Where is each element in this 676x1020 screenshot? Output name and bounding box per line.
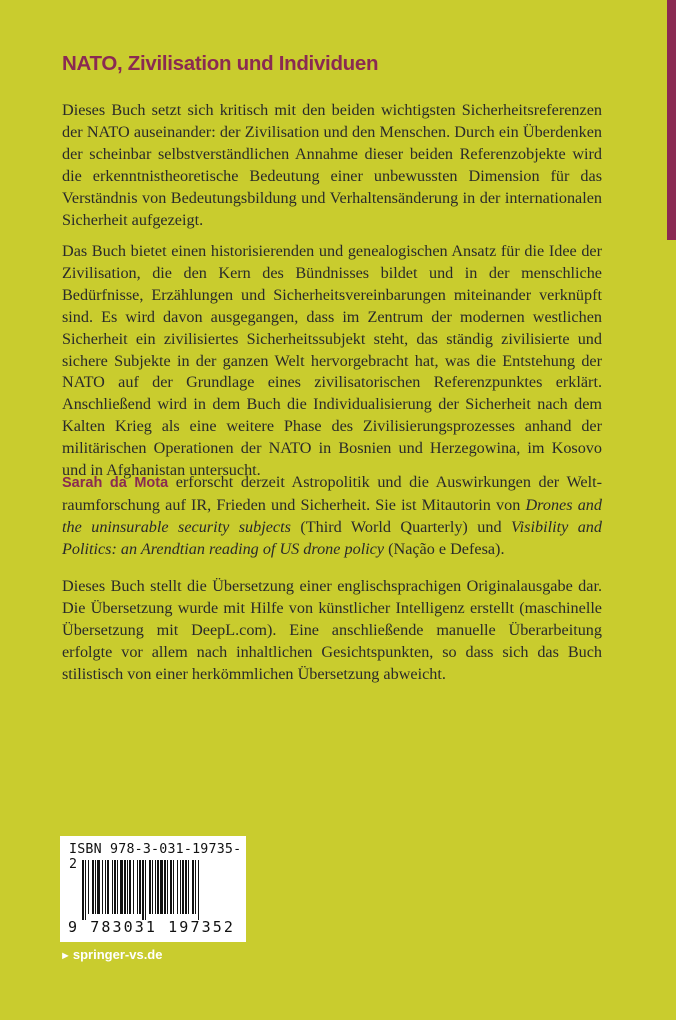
barcode-bar <box>155 860 156 914</box>
description-paragraph-2: Das Buch bietet einen historisierenden und genealogischen Ansatz für die Idee der Zivilisation, die den Kern des Bündnisses bildet und in der menschliche Bedürfnisse, Erzählungen und Sicherheitsvereinbarungen miteinander verknüpft sind. Es wird davon ausgegangen, dass im Zentrum der modernen westlichen Sicherheit ein zivilisiertes Sicherheitssubjekt steht, das ständig zivilisierte und sichere Subjekte in der ganzen Welt hervorgebracht hat, was die Entstehung der NATO auf der Grundlage eines zivilisatorischen Referenzpunktes erklärt. Anschließend wird in dem Buch die Individualisierung der Sicherheit nach dem Kalten Krieg als eine weitere Phase des Zivilisierungsprozesses anhand der militärischen Operationen der NATO in Bosnien und Herzegowina, im Kosovo und in Afghanistan untersucht. <box>62 242 602 480</box>
barcode-bar <box>180 860 181 914</box>
barcode-bar <box>92 860 94 914</box>
barcode-bar <box>114 860 116 914</box>
barcode-bar <box>152 860 153 914</box>
author-name: Sarah da Mota <box>62 475 169 491</box>
publisher-url[interactable] <box>60 947 162 962</box>
barcode-bar <box>149 860 151 914</box>
barcode-bar <box>157 860 159 914</box>
book-title: NATO, Zivilisation und Individuen <box>62 52 379 75</box>
barcode-bar <box>85 860 86 920</box>
barcode-bar <box>164 860 166 914</box>
spine-color-bar <box>667 0 676 240</box>
author-bio-text-3: (Nação e Defesa). <box>384 539 505 558</box>
barcode-bars <box>82 860 232 920</box>
barcode-bar <box>129 860 131 914</box>
translation-note: Dieses Buch stellt die Übersetzung einer englischsprachigen Originalausgabe dar. Die Übersetzung wurde mit Hilfe von künstlicher Intelligenz erstellt (maschinelle Übersetzung mit DeepL.com). Eine anschließende manuelle Überarbeitung erfolgte vor allem nach inhaltlichen Gesichtspunkten, so dass sich das Buch stilistisch von einer herkömmlichen Übersetzung abweicht. <box>62 577 602 683</box>
barcode-bar <box>107 860 109 914</box>
barcode-bar <box>133 860 134 914</box>
author-work-2: Visibility and Politics: an Arendtian reading of US drone policy <box>62 517 602 558</box>
barcode-bar <box>173 860 174 914</box>
author-bio-text-1: erforscht derzeit Astropolitik und die Auswirkungen der Weltraumforschung auf IR, Frieden und Sicherheit. Sie ist Mitautorin von <box>62 473 602 514</box>
barcode-bar <box>137 860 138 914</box>
isbn-label: ISBN 978-3-031-19735-2 <box>69 842 242 872</box>
barcode-bar <box>95 860 96 914</box>
barcode-bar <box>192 860 194 914</box>
barcode-bar <box>124 860 126 914</box>
barcode-bar <box>182 860 184 914</box>
barcode-bar <box>160 860 163 914</box>
barcode-bar <box>167 860 168 914</box>
barcode-bar <box>188 860 189 914</box>
barcode-bar <box>198 860 199 920</box>
publisher-url-text: springer-vs.de <box>72 947 163 962</box>
isbn-barcode <box>60 836 246 942</box>
barcode-bar <box>102 860 103 914</box>
barcode-bar <box>105 860 106 914</box>
barcode-bar <box>88 860 89 914</box>
barcode-bar <box>145 860 146 920</box>
description-paragraph-1: Dieses Buch setzt sich kritisch mit den beiden wichtigsten Sicherheitsreferenzen der NATO auseinander: der Zivilisation und den Menschen. Durch ein Überdenken der scheinbar selbstverständlichen Annahme dieser beiden Referenzobjekte wird die erkenntnistheoretische Bedeutung einer unbewussten Dimension für das Verständnis von Bedeutungsbildung und Verhaltensänderung in der internationalen Sicherheit aufgezeigt. <box>62 101 602 229</box>
barcode-bar <box>139 860 141 914</box>
author-work-1: Drones and the uninsurable security subjects <box>62 495 602 536</box>
barcode-bar <box>195 860 196 914</box>
barcode-bar <box>177 860 178 914</box>
barcode-bar <box>185 860 187 914</box>
barcode-bar <box>127 860 128 914</box>
barcode-bar <box>82 860 84 920</box>
barcode-bar <box>142 860 144 920</box>
ean-digits: 9 783031 197352 <box>68 918 235 936</box>
arrow-icon: ► <box>60 950 71 962</box>
barcode-bar <box>112 860 113 914</box>
barcode-bar <box>120 860 123 914</box>
barcode-bar <box>170 860 172 914</box>
author-bio <box>62 472 602 561</box>
barcode-bar <box>97 860 100 914</box>
author-bio-text-2: (Third World Quarterly) und <box>290 517 511 536</box>
barcode-bar <box>117 860 118 914</box>
